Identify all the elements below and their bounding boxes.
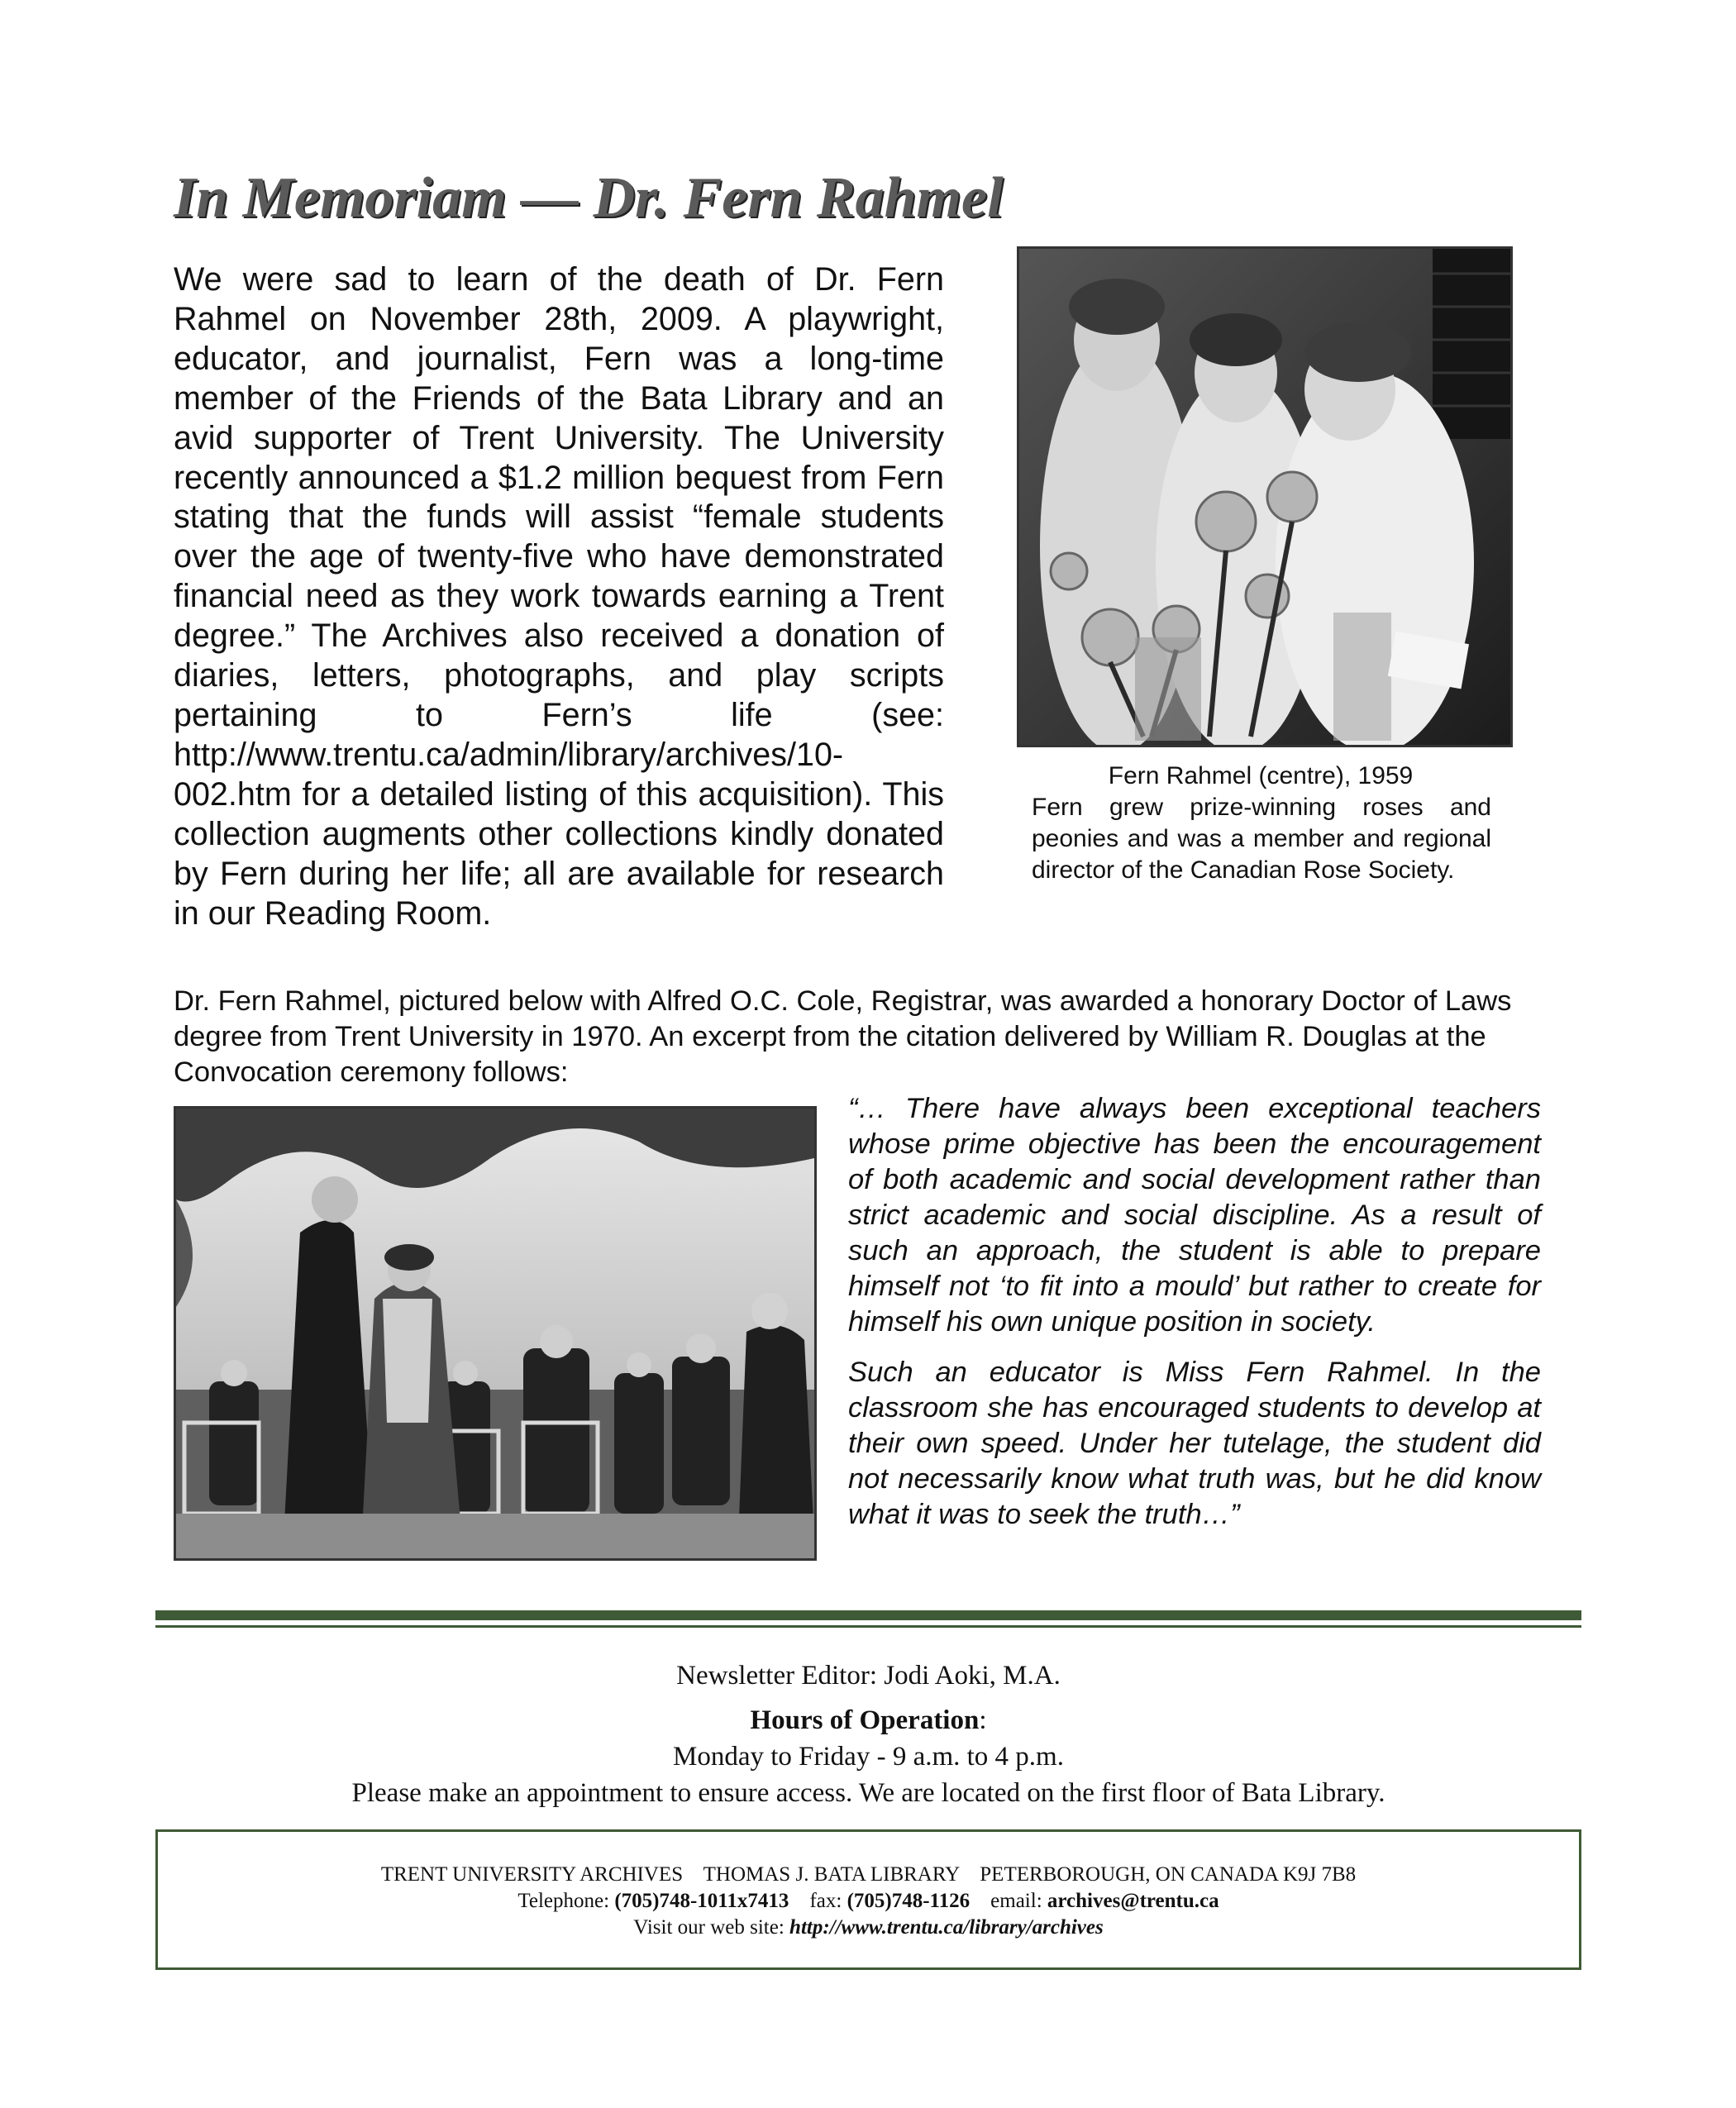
contact-box (155, 1829, 1581, 1970)
honorary-degree-paragraph: Dr. Fern Rahmel, pictured below with Alfred O.C. Cole, Registrar, was awarded a honorary Doctor of Laws degree from Trent University in 1970. An excerpt from the citation delivered by William R. Douglas at the Convocation ceremony follows: (174, 985, 1512, 1088)
photo-convocation-illustration (176, 1109, 814, 1558)
citation-quote (848, 1091, 1541, 1548)
divider-thin (155, 1625, 1581, 1628)
appointment-note: Please make an appointment to ensure access. We are located on the first floor of Bata Library. (351, 1778, 1385, 1808)
telephone-label: Telephone: (517, 1890, 615, 1912)
contact-line (158, 1888, 1579, 1915)
website-link[interactable]: http://www.trentu.ca/library/archives (789, 1916, 1104, 1939)
fax-number: (705)748-1126 (847, 1890, 971, 1912)
article-title: In Memoriam — Dr. Fern Rahmel (174, 166, 1004, 230)
divider-thick (155, 1610, 1581, 1620)
newsletter-editor: Newsletter Editor: Jodi Aoki, M.A. (676, 1661, 1061, 1691)
email-label: email: (970, 1890, 1047, 1912)
photo-roses-illustration (1019, 249, 1510, 745)
quote-paragraph-1: “… There have always been exceptional teachers whose prime objective has been the encouragement of both academic and social development rather than strict academic and social discipline. As a result of such an approach, the student is able to prepare himself not ‘to fit into a mould’ but rather to create for himself his own unique position in society. (848, 1093, 1541, 1338)
website-line (158, 1915, 1579, 1941)
website-label: Visit our web site: (633, 1916, 790, 1939)
hours-label: Hours of Operation (750, 1705, 980, 1735)
photo-convocation-ceremony (174, 1106, 817, 1561)
hours-colon: : (979, 1705, 987, 1735)
fax-label: fax: (789, 1890, 847, 1912)
archives-address: TRENT UNIVERSITY ARCHIVES THOMAS J. BATA LIBRARY PETERBOROUGH, ON CANADA K9J 7B8 (380, 1863, 1357, 1886)
newsletter-footer (155, 1657, 1581, 1811)
hours-heading (155, 1702, 1581, 1738)
intro-paragraph: We were sad to learn of the death of Dr. Fern Rahmel on November 28th, 2009. A playwright, educator, and journalist, Fern was a long-time member of the Friends of the Bata Library and an avid supporter of Trent University. The University recently announced a $1.2 million bequest from Fern stating that the funds will assist “female students over the age of twenty-five who have demonstrated financial need as they work towards earning a Trent degree.” The Archives also received a donation of diaries, letters, photographs, and play scripts pertaining to Fern’s life (see: http://www.trentu.ca/admin/library/archives/10-002.htm for a detailed listing of this acquisition). This collection augments other collections kindly donated by Fern during her life; all are available for research in our Reading Room. (174, 261, 944, 932)
hours-text: Monday to Friday - 9 a.m. to 4 p.m. (673, 1742, 1064, 1772)
telephone-number[interactable]: (705)748-1011x7413 (614, 1890, 789, 1912)
quote-paragraph-2: Such an educator is Miss Fern Rahmel. In the classroom she has encouraged students to develop at their own speed. Under her tutelage, the student did not necessarily know what truth was, but he did know what it was to seek the truth…” (848, 1357, 1541, 1530)
email-link[interactable]: archives@trentu.ca (1047, 1890, 1219, 1912)
photo-fern-rahmel-roses (1017, 246, 1513, 747)
photo1-caption-text: Fern grew prize-winning roses and peonies and was a member and regional director of the Canadian Rose Society. (1032, 794, 1491, 884)
photo1-caption-title: Fern Rahmel (centre), 1959 (1108, 762, 1414, 789)
